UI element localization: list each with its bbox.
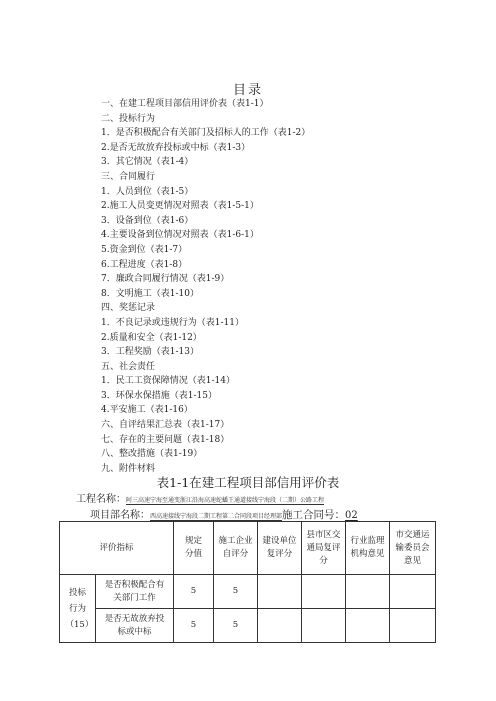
toc-item[interactable]: 8．文明施工（表1-10） [101,288,199,299]
header-provincial-opinion-text: 市交通运输委员会意见 [395,529,430,566]
project-name-value: 阿三高速宁海至通变浙江沿海高速蛇蟠王通道接线宁海段（二期）公路工程 [126,497,325,504]
toc-item[interactable]: 四、奖惩记录 [101,303,156,314]
category-text: 投标行为（15） [65,587,94,630]
city-score-cell[interactable] [302,575,346,609]
toc-item[interactable]: 6.工程进度（表1-8） [101,259,188,270]
item-cell [96,575,174,609]
toc-item[interactable]: 1．是否积极配合有关部门及招标人的工作（表1-2） [101,128,311,139]
toc-item[interactable]: 7．廉政合同履行情况（表1-9） [101,274,230,285]
header-company-self-text: 施工企业自评分 [218,536,253,559]
builder-score-cell[interactable] [258,609,302,643]
contract-no-value: 02 [345,510,358,521]
header-company-self [214,522,258,575]
toc-list [101,97,431,476]
header-industry-opinion-text: 行业监理机构意见 [350,536,385,559]
toc-item[interactable]: 2.质量和安全（表1-12） [101,332,202,343]
category-cell [60,575,96,643]
toc-item[interactable]: 5.资金到位（表1-7） [101,244,188,255]
toc-item[interactable]: 1．民工工资保障情况（表1-14） [101,376,235,387]
header-industry-opinion [346,522,390,575]
provincial-opinion-cell[interactable] [390,575,436,609]
project-name-line [76,490,324,505]
score-cell: 5 [174,609,214,643]
contract-no-label: 施工合同号： [282,509,346,521]
evaluation-table [59,521,436,643]
department-line [90,506,358,522]
header-provincial-opinion [390,522,436,575]
toc-item[interactable]: 3．其它情况（表1-4） [101,157,194,168]
header-city-bureau-text: 县市区交通局复评分 [306,529,341,566]
header-standard-score [174,522,214,575]
toc-item[interactable]: 2.施工人员变更情况对照表（表1-5-1） [101,201,259,212]
toc-item[interactable]: 2.是否无故放弃投标或中标（表1-3） [101,142,251,153]
table-row [60,609,436,643]
industry-opinion-cell[interactable] [346,609,390,643]
toc-item[interactable]: 三、合同履行 [101,171,156,182]
item-cell [96,609,174,643]
header-standard-score-text: 规定分值 [185,536,203,559]
toc-item[interactable]: 3．环保水保措施（表1-15） [101,390,217,401]
self-score-cell: 5 [214,575,258,609]
toc-item[interactable]: 4.平安施工（表1-16） [101,405,193,416]
industry-opinion-cell[interactable] [346,575,390,609]
toc-item[interactable]: 六、自评结果汇总表（表1-17） [101,420,230,431]
score-cell: 5 [174,575,214,609]
toc-item[interactable]: 4.主要设备到位情况对照表（表1-6-1） [101,230,259,241]
item-text: 是否积极配合有关部门工作 [104,579,165,603]
department-value: 西高速接线宁海段二期工程第二合同段项目经理部 [150,513,283,520]
toc-item[interactable]: 七、存在的主要问题（表1-18） [101,434,230,445]
item-text: 是否无故放弃投标或中标 [104,613,165,637]
toc-item[interactable]: 1．不良记录或违规行为（表1-11） [101,317,244,328]
header-builder-review [258,522,302,575]
toc-item[interactable]: 九、附件材料 [101,463,156,474]
toc-title: 目录 [232,83,263,98]
toc-item[interactable]: 五、社会责任 [101,361,156,372]
table-title: 表1-1在建工程项目部信用评价表 [156,475,340,490]
header-indicator: 评价指标 [60,522,174,575]
table-row [60,575,436,609]
builder-score-cell[interactable] [258,575,302,609]
toc-item[interactable]: 3．工程奖励（表1-13） [101,347,199,358]
header-builder-review-text: 建设单位复评分 [262,536,297,559]
department-label: 项目部名称： [90,510,150,521]
toc-item[interactable]: 1．人员到位（表1-5） [101,186,194,197]
table-header-row [60,522,436,575]
header-city-bureau [302,522,346,575]
project-name-label: 工程名称： [76,494,126,505]
toc-item[interactable]: 一、在建工程项目部信用评价表（表1-1） [101,99,269,109]
self-score-cell: 5 [214,609,258,643]
toc-item[interactable]: 八、整改措施（表1-19） [101,449,203,460]
toc-item[interactable]: 3．设备到位（表1-6） [101,215,194,226]
provincial-opinion-cell[interactable] [390,609,436,643]
toc-item[interactable]: 二、投标行为 [101,113,156,124]
city-score-cell[interactable] [302,609,346,643]
